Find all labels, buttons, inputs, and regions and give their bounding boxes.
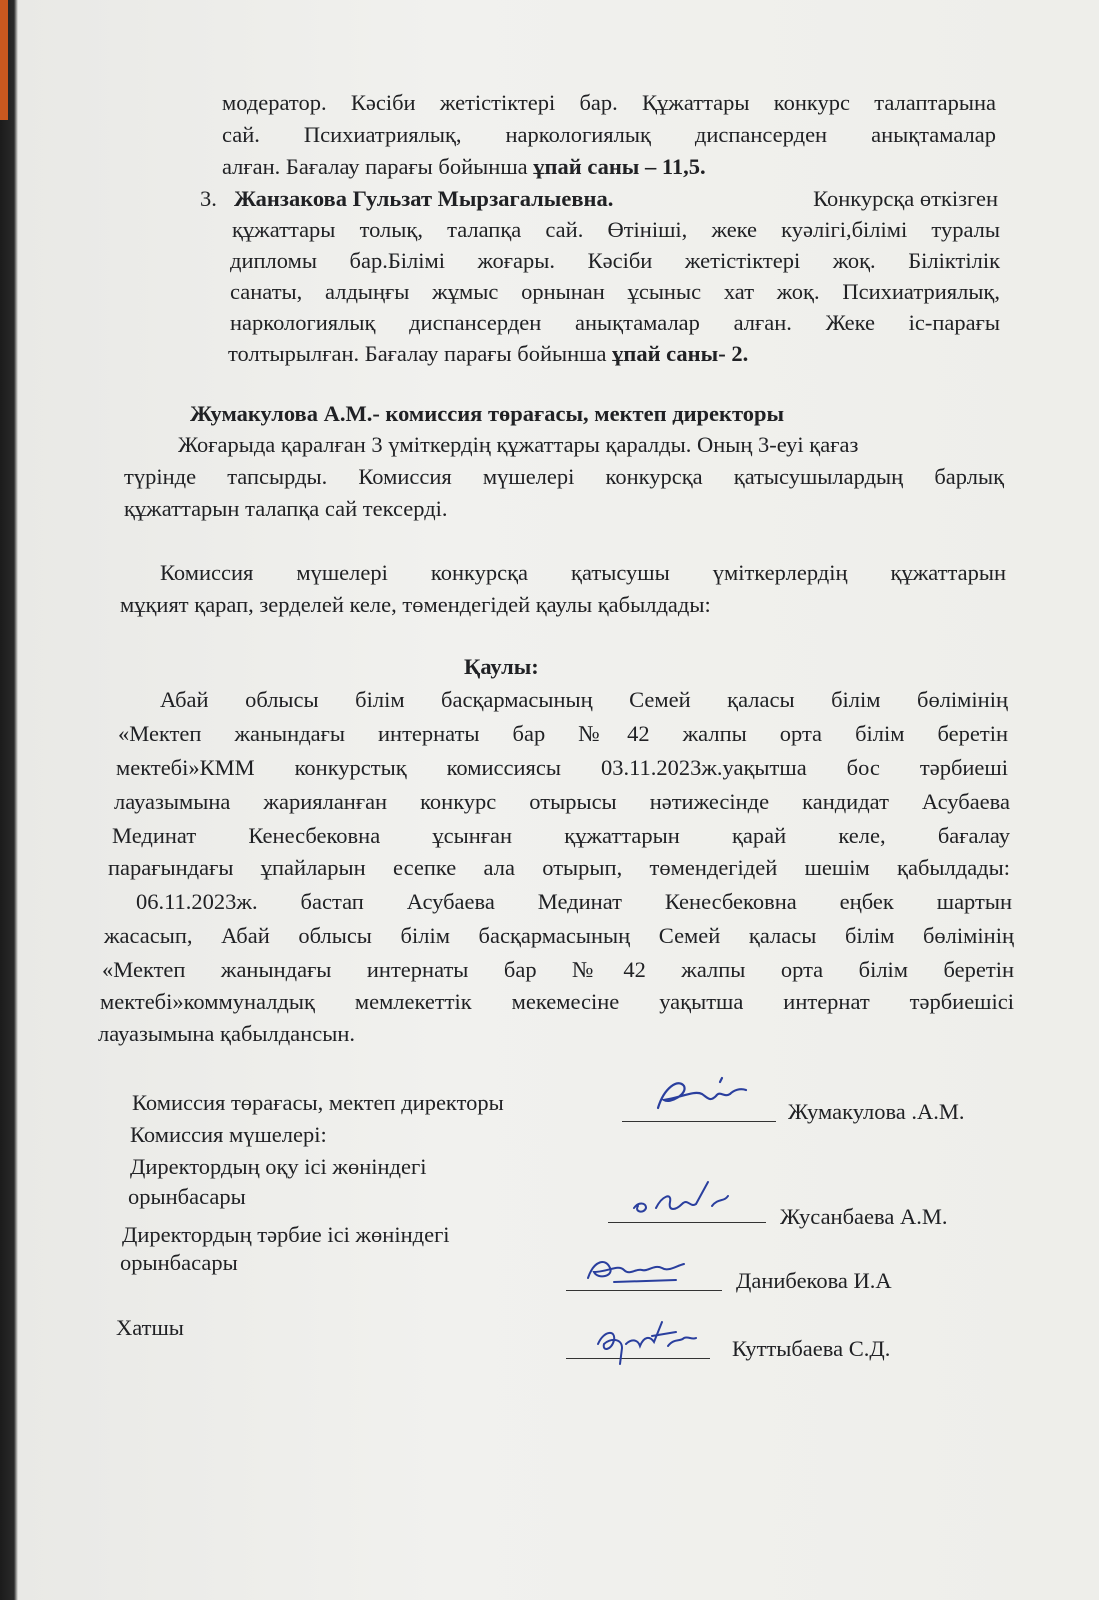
candidate3-line-6 [228,339,748,369]
resolution-line-9: «Мектеп жанындағы интернаты бар №42 жалпы орта білім беретін [102,957,1014,982]
candidate3-line-1 [234,184,998,214]
resolution-line-6: парағындағы ұпайларын есепке ала отырып, төмендегідей шешім қабылдады: [108,855,1010,880]
deputy-edu-signature [628,1172,738,1222]
candidate3-line-3: дипломы бар.Білімі жоғары. Кәсіби жетістіктері жоқ. Біліктілік [230,248,1000,273]
candidate3-line-1-rest: Конкурсқа өткізген [813,186,998,211]
resolution-line-10: мектебі»коммуналдық мемлекеттік мекемесіне уақытша интернат тәрбиешісі [100,989,1014,1014]
secretary-name: Куттыбаева С.Д. [732,1336,891,1361]
candidate2-score: ұпай саны – 11,5. [533,154,706,179]
chair-heading: Жумакулова А.М.- комиссия төрағасы, мектеп директоры [190,401,785,426]
candidate3-line-4: санаты, алдыңғы жұмыс орнынан ұсыныс хат жоқ. Психиатриялық, [230,279,1000,304]
deputy-upbringing-name: Данибекова И.А [736,1268,892,1293]
chair-role: Комиссия төрағасы, мектеп директоры [132,1090,504,1115]
candidate2-line-3 [222,152,706,182]
review-line-2: мұқият қарап, зерделей келе, төмендегідей қаулы қабылдады: [120,592,711,617]
candidate2-line-1: модератор. Кәсіби жетістіктері бар. Құжаттары конкурс талаптарына [222,90,996,115]
deputy-edu-role-1: Директордың оқу ісі жөніндегі [130,1154,427,1179]
resolution-line-5: Мединат Кенесбековна ұсынған құжаттарын қарай келе, бағалау [112,823,1010,848]
chair-signature-line [622,1121,776,1122]
deputy-upbringing-signature [584,1250,694,1290]
resolution-heading: Қаулы: [464,654,539,679]
resolution-line-7: 06.11.2023ж. бастап Асубаева Мединат Кенесбековна еңбек шартын [136,889,1012,914]
resolution-line-2: «Мектеп жанындағы интернаты бар №42 жалпы орта білім беретін [118,721,1008,746]
deputy-upbringing-signature-line [566,1290,722,1291]
candidate3-score-label: толтырылған. Бағалау парағы бойынша [228,341,613,366]
candidate3-number: 3. [200,186,217,211]
resolution-line-8: жасасып, Абай облысы білім басқармасының Семей қаласы білім бөлімінің [104,923,1014,948]
deputy-edu-role-2: орынбасары [128,1184,246,1209]
deputy-edu-name: Жусанбаева А.М. [780,1204,948,1229]
candidate2-score-label: алған. Бағалау парағы бойынша [222,154,534,179]
resolution-line-4: лауазымына жарияланған конкурс отырысы нәтижесінде кандидат Асубаева [114,789,1010,814]
candidate2-line-2: сай. Психиатриялық, наркологиялық диспансерден анықтамалар [222,122,996,147]
deputy-upbringing-role-2: орынбасары [120,1250,238,1275]
chair-line-3: құжаттарын талапқа сай тексерді. [124,496,448,521]
chair-name: Жумакулова .А.М. [788,1099,965,1124]
members-label: Комиссия мүшелері: [130,1122,327,1147]
deputy-upbringing-role-1: Директордың тәрбие ісі жөніндегі [122,1222,450,1247]
chair-line-1: Жоғарыда қаралған 3 үміткердің құжаттары қаралды. Оның 3-еуі қағаз [178,432,859,457]
secretary-signature [592,1314,702,1370]
candidate3-name: Жанзакова Гульзат Мырзагалыевна. [234,186,614,211]
resolution-line-1: Абай облысы білім басқармасының Семей қаласы білім бөлімінің [160,687,1008,712]
resolution-line-11: лауазымына қабылдансын. [98,1021,355,1046]
secretary-role: Хатшы [116,1315,184,1340]
candidate3-score: ұпай саны- 2. [612,341,749,366]
candidate3-line-2: құжаттары толық, талапқа сай. Өтініші, жеке куәлігі,білімі туралы [232,217,1000,242]
review-line-1: Комиссия мүшелері конкурсқа қатысушы үміткерлердің құжаттарын [160,560,1006,585]
resolution-line-3: мектебі»КММ конкурстық комиссиясы 03.11.2023ж.уақытша бос тәрбиеші [116,755,1008,780]
chair-signature [650,1068,760,1118]
chair-line-2: түрінде тапсырды. Комиссия мүшелері конкурсқа қатысушылардың барлық [124,464,1004,489]
candidate3-line-5: наркологиялық диспансерден анықтамалар алған. Жеке іс-парағы [230,310,1000,335]
deputy-edu-signature-line [608,1222,766,1223]
